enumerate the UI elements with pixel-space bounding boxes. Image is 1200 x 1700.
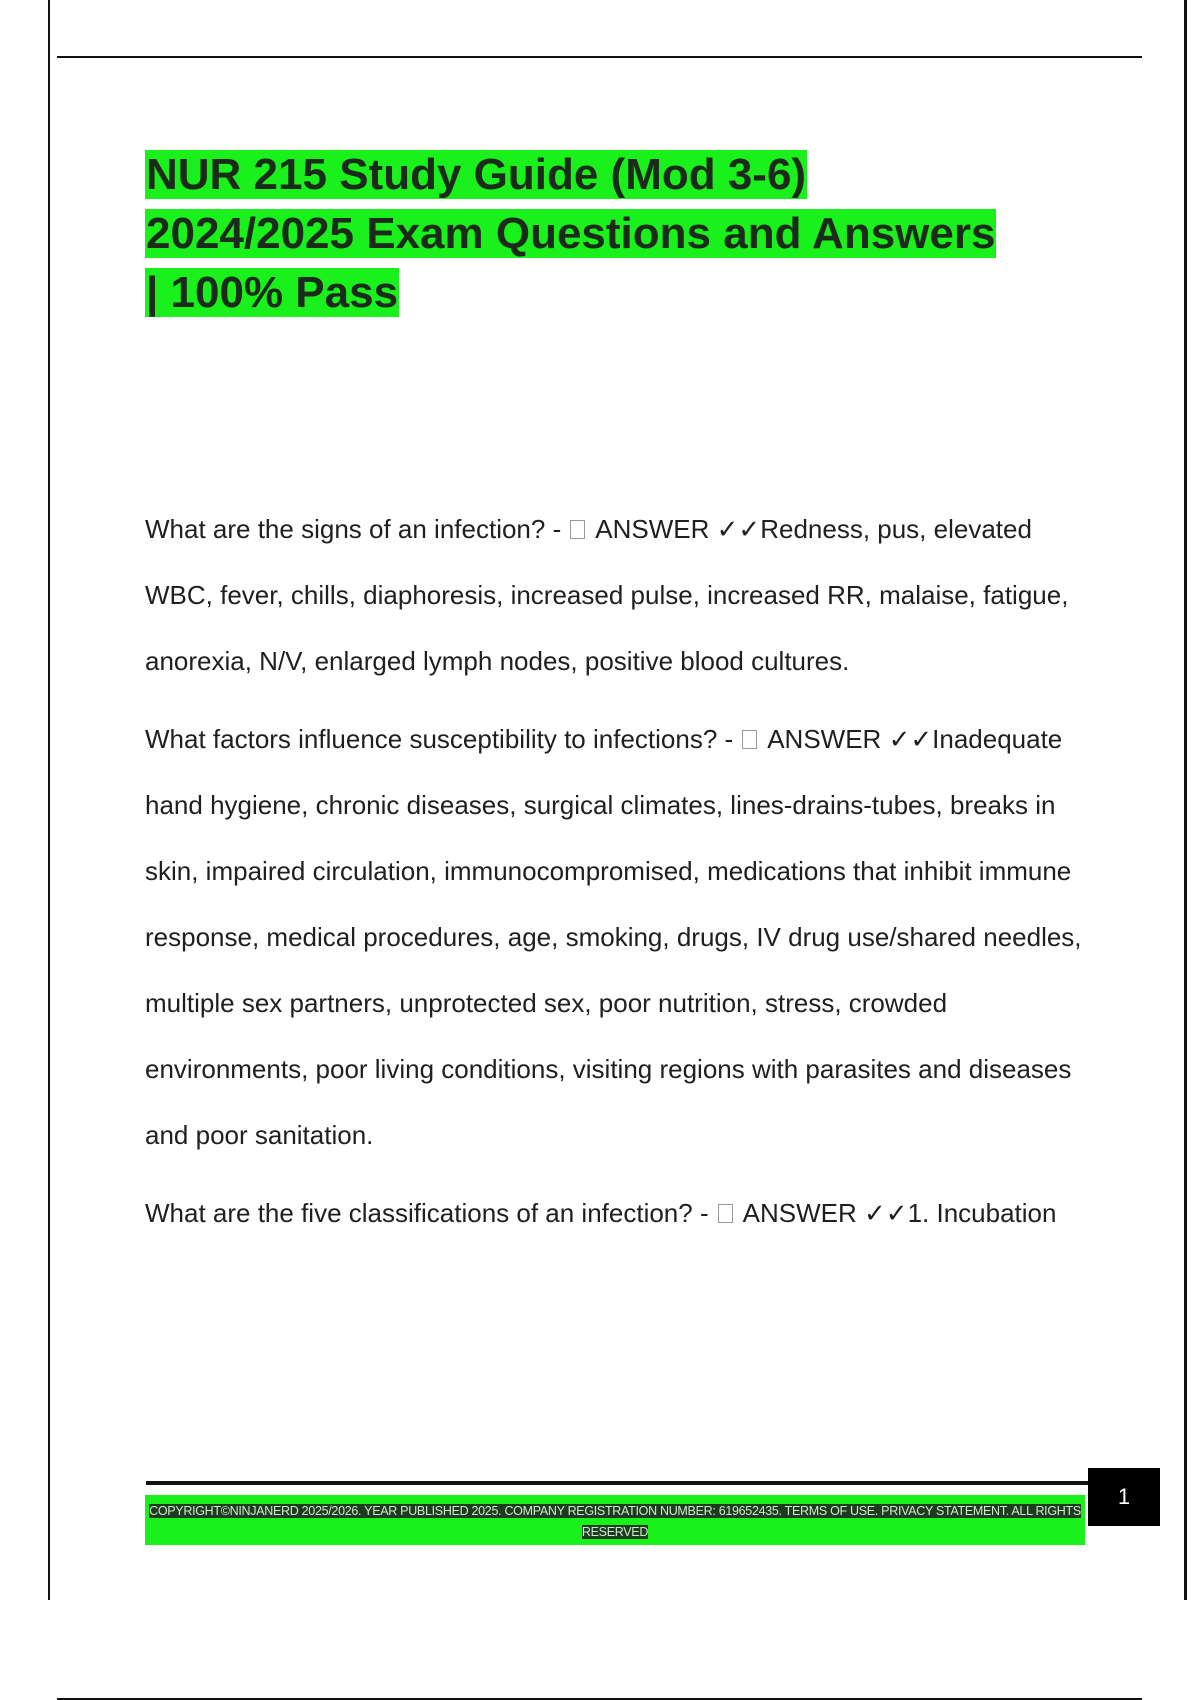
- title-line-2: 2024/2025 Exam Questions and Answers: [146, 209, 996, 258]
- answer-text: Inadequate hand hygiene, chronic diseases, surgical climates, lines-drains-tubes, breaks in skin, impaired circulation, immunocompromised, medications that inhibit immune response, medical procedures, age, smoking, drugs, IV drug use/shared needles, multiple sex partners, unprotected sex, poor nutrition, stress, crowded environments, poor living conditions, visiting regions with parasites and diseases and poor sanitation.: [145, 724, 1082, 1150]
- qa-item: [145, 496, 1095, 694]
- answer-text: 1. Incubation: [907, 1198, 1057, 1228]
- checkmark-icon: ✓✓: [888, 724, 933, 754]
- copyright-footer: [145, 1495, 1085, 1545]
- missing-glyph-box-icon: [742, 730, 757, 749]
- title-line-3: | 100% Pass: [146, 268, 399, 317]
- qa-item: [145, 1180, 1095, 1246]
- answer-text: Redness, pus, elevated WBC, fever, chills, diaphoresis, increased pulse, increased RR, malaise, fatigue, anorexia, N/V, enlarged lymph nodes, positive blood cultures.: [145, 514, 1069, 676]
- answer-label: ANSWER: [742, 1198, 857, 1228]
- document-title: [145, 145, 1085, 322]
- footer-divider: [146, 1481, 1091, 1485]
- qa-list: [145, 496, 1095, 1258]
- title-line-1: NUR 215 Study Guide (Mod 3-6): [146, 150, 807, 199]
- answer-label: ANSWER: [595, 514, 710, 544]
- question-text: What are the five classifications of an infection? -: [145, 1198, 709, 1228]
- checkmark-icon: ✓✓: [716, 514, 761, 544]
- page-border-right: [1184, 0, 1187, 1600]
- question-text: What factors influence susceptibility to infections? -: [145, 724, 734, 754]
- page-border-left: [48, 0, 50, 1600]
- checkmark-icon: ✓✓: [864, 1198, 908, 1228]
- missing-glyph-box-icon: [570, 520, 585, 539]
- answer-label: ANSWER: [767, 724, 882, 754]
- copyright-text: COPYRIGHT©NINJANERD 2025/2026. YEAR PUBLISHED 2025. COMPANY REGISTRATION NUMBER: 619652435. TERMS OF USE. PRIVACY STATEMENT. ALL RIGHTS RESERVED: [149, 1504, 1081, 1539]
- question-text: What are the signs of an infection? -: [145, 514, 562, 544]
- qa-item: [145, 706, 1095, 1168]
- page-number: 1: [1088, 1468, 1160, 1526]
- top-divider: [57, 56, 1142, 58]
- missing-glyph-box-icon: [718, 1204, 733, 1223]
